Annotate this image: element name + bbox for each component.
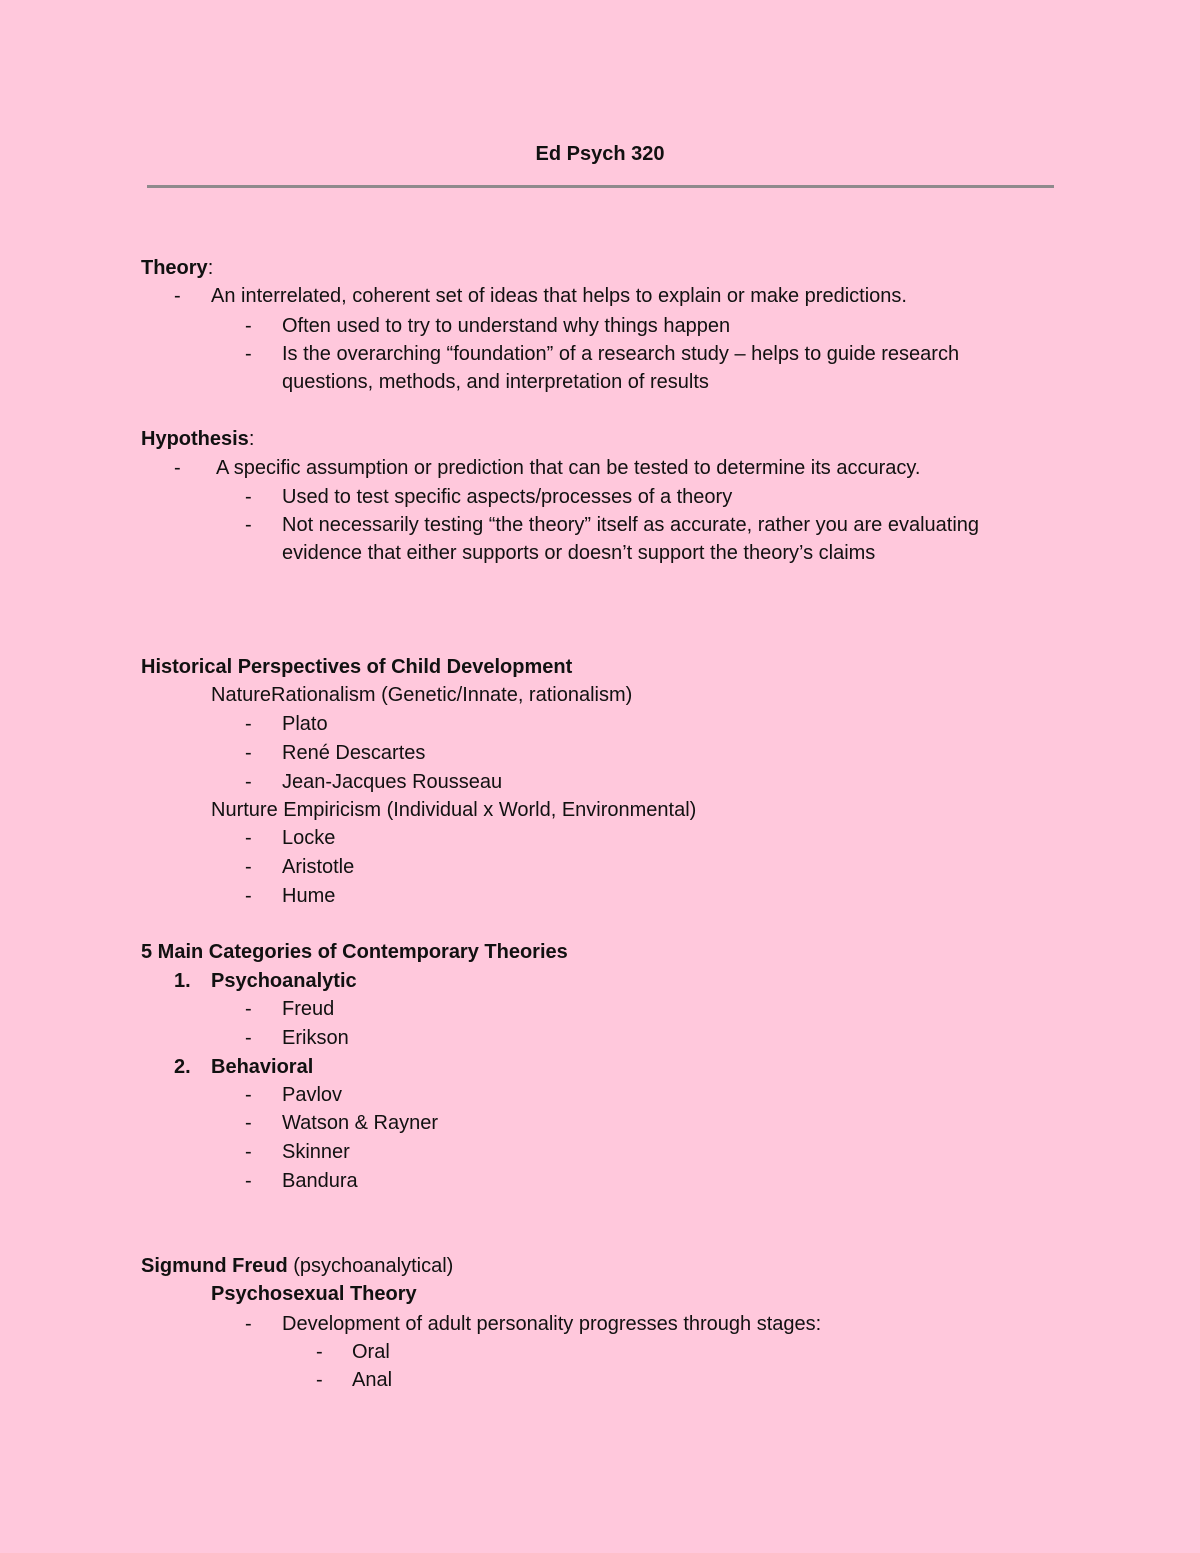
title-divider — [147, 185, 1054, 188]
bullet-dash: - — [245, 998, 252, 1020]
bullet-dash: - — [245, 771, 252, 793]
bullet-dash: - — [174, 285, 181, 307]
bullet-dash: - — [245, 486, 252, 508]
hypothesis-heading-line — [141, 425, 254, 453]
bullet-dash: - — [316, 1369, 323, 1391]
stage-item: Oral — [352, 1341, 390, 1363]
nurture-item: Aristotle — [282, 856, 355, 878]
nurture-label: Nurture Empiricism (Individual x World, Environmental) — [211, 799, 697, 821]
category-item: Pavlov — [282, 1084, 343, 1106]
bullet-dash: - — [245, 1027, 252, 1049]
list-number: 2. — [174, 1056, 191, 1078]
bullet-dash: - — [245, 343, 252, 365]
bullet-dash: - — [245, 1313, 252, 1335]
bullet-dash: - — [245, 1084, 252, 1106]
categories-heading: 5 Main Categories of Contemporary Theories — [141, 941, 568, 963]
category-item: Watson & Rayner — [282, 1112, 438, 1134]
category-name: Psychoanalytic — [211, 970, 357, 992]
bullet-dash: - — [245, 1112, 252, 1134]
category-item: Skinner — [282, 1141, 350, 1163]
bullet-dash: - — [245, 856, 252, 878]
bullet-dash: - — [316, 1341, 323, 1363]
nature-label: NatureRationalism (Genetic/Innate, rationalism) — [211, 684, 633, 706]
bullet-dash: - — [174, 457, 181, 479]
theory-heading-line — [141, 254, 213, 282]
hypothesis-heading: Hypothesis — [141, 428, 249, 450]
freud-subheading: Psychosexual Theory — [211, 1283, 417, 1305]
theory-colon: : — [207, 257, 214, 279]
hypothesis-colon: : — [248, 428, 255, 450]
stage-item: Anal — [352, 1369, 393, 1391]
bullet-dash: - — [245, 827, 252, 849]
bullet-dash: - — [245, 1141, 252, 1163]
nurture-item: Hume — [282, 885, 336, 907]
category-item: Freud — [282, 998, 335, 1020]
nature-item: Jean-Jacques Rousseau — [282, 771, 503, 793]
bullet-dash: - — [245, 514, 252, 536]
hypothesis-point-continuation: evidence that either supports or doesn’t support the theory’s claims — [282, 542, 876, 564]
theory-point: Is the overarching “foundation” of a research study – helps to guide research — [282, 343, 960, 365]
bullet-dash: - — [245, 1170, 252, 1192]
freud-heading-line — [141, 1252, 453, 1280]
freud-heading: Sigmund Freud — [141, 1255, 288, 1277]
list-number: 1. — [174, 970, 191, 992]
nature-item: René Descartes — [282, 742, 426, 764]
theory-point-continuation: questions, methods, and interpretation of results — [282, 371, 709, 393]
freud-note: (psychoanalytical) — [287, 1255, 454, 1277]
bullet-dash: - — [245, 885, 252, 907]
nurture-item: Locke — [282, 827, 336, 849]
bullet-dash: - — [245, 315, 252, 337]
document-title: Ed Psych 320 — [535, 143, 665, 165]
theory-point: Often used to try to understand why things happen — [282, 315, 731, 337]
category-name: Behavioral — [211, 1056, 314, 1078]
bullet-dash: - — [245, 742, 252, 764]
freud-point: Development of adult personality progresses through stages: — [282, 1313, 822, 1335]
historical-heading: Historical Perspectives of Child Development — [141, 656, 573, 678]
theory-heading: Theory — [141, 257, 208, 279]
theory-definition: An interrelated, coherent set of ideas that helps to explain or make predictions. — [211, 285, 907, 307]
category-item: Erikson — [282, 1027, 349, 1049]
hypothesis-point: Used to test specific aspects/processes of a theory — [282, 486, 733, 508]
bullet-dash: - — [245, 713, 252, 735]
nature-item: Plato — [282, 713, 328, 735]
category-item: Bandura — [282, 1170, 358, 1192]
hypothesis-point: Not necessarily testing “the theory” itself as accurate, rather you are evaluating — [282, 514, 980, 536]
hypothesis-definition: A specific assumption or prediction that can be tested to determine its accuracy. — [216, 457, 921, 479]
